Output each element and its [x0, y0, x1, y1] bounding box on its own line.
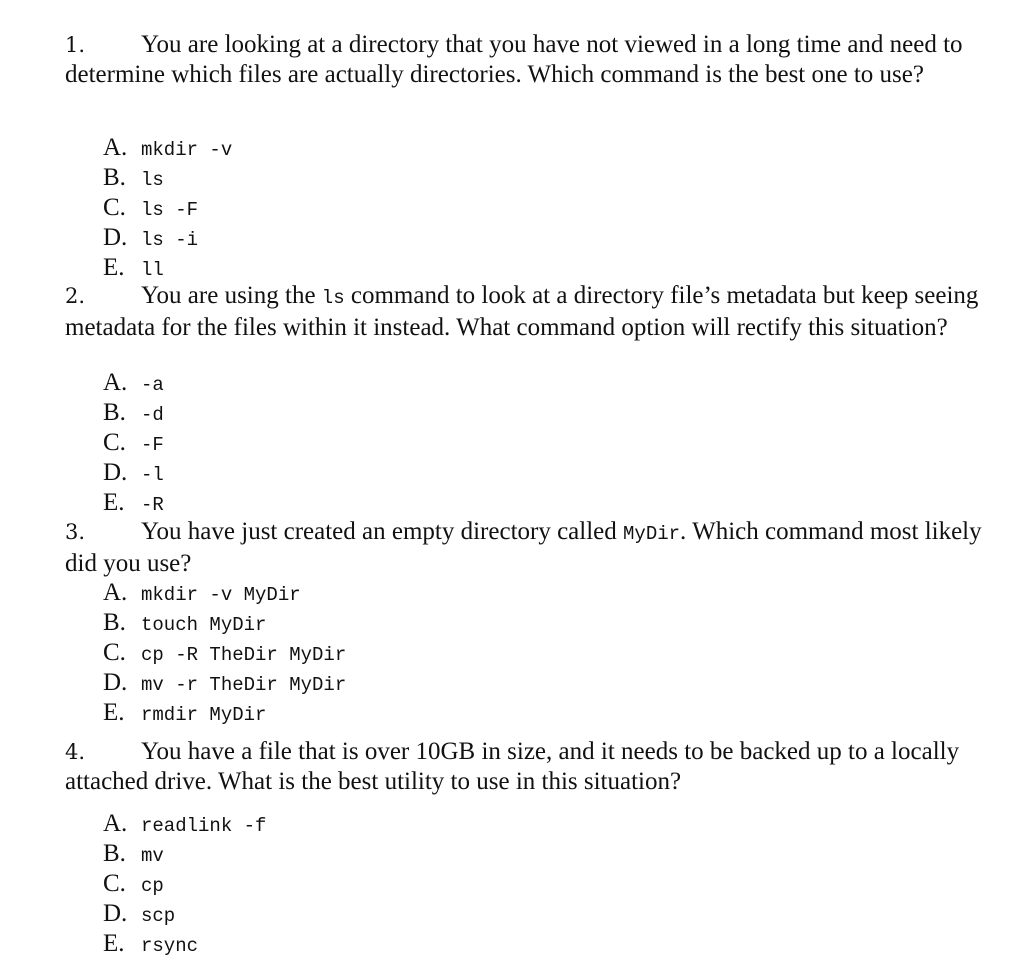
option-code: mv -r TheDir MyDir — [141, 674, 347, 696]
question-2-prompt-end: command to look at a directory file’s metadata but keep seeing metadata for the files within it instead. What command option will rectify this situation? — [65, 282, 979, 341]
option-2c[interactable] — [103, 428, 164, 458]
question-2-prompt-start: You are using the — [141, 282, 322, 309]
option-code: -F — [141, 434, 164, 456]
option-code: ls -i — [141, 229, 199, 251]
question-2 — [65, 281, 985, 342]
option-letter: E. — [103, 489, 125, 516]
option-code: scp — [141, 905, 176, 927]
option-code: -l — [141, 464, 164, 486]
question-3-inline-code: MyDir — [623, 523, 681, 545]
question-2-number: 2. — [65, 284, 86, 308]
option-1d[interactable] — [103, 223, 232, 253]
option-code: readlink -f — [141, 815, 267, 837]
option-letter: A. — [103, 579, 128, 606]
option-letter: E. — [103, 699, 125, 726]
question-1-number: 1. — [65, 33, 86, 57]
option-letter: A. — [103, 810, 128, 837]
option-2b[interactable] — [103, 398, 164, 428]
option-letter: C. — [103, 429, 126, 456]
option-1e[interactable] — [103, 253, 232, 283]
question-2-text — [65, 281, 985, 342]
option-4d[interactable] — [103, 899, 266, 929]
option-1b[interactable] — [103, 163, 232, 193]
option-code: rsync — [141, 935, 199, 957]
option-2e[interactable] — [103, 488, 164, 518]
option-code: ll — [141, 259, 164, 281]
option-2d[interactable] — [103, 458, 164, 488]
option-letter: E. — [103, 254, 125, 281]
option-3d[interactable] — [103, 668, 346, 698]
option-letter: C. — [103, 194, 126, 221]
option-code: cp -R TheDir MyDir — [141, 644, 347, 666]
option-1a[interactable] — [103, 133, 232, 163]
option-2a[interactable] — [103, 368, 164, 398]
option-code: rmdir MyDir — [141, 704, 267, 726]
option-letter: B. — [103, 840, 126, 867]
option-letter: B. — [103, 609, 126, 636]
option-letter: A. — [103, 134, 128, 161]
question-4-options — [103, 809, 266, 959]
question-3 — [65, 517, 985, 578]
question-1-text — [65, 30, 985, 89]
option-3b[interactable] — [103, 608, 346, 638]
option-letter: B. — [103, 164, 126, 191]
option-code: cp — [141, 875, 164, 897]
option-4e[interactable] — [103, 929, 266, 959]
question-4 — [65, 737, 985, 796]
question-4-prompt: You have a file that is over 10GB in size, and it needs to be backed up to a locally attached drive. What is the best utility to use in this situation? — [65, 738, 960, 795]
option-4c[interactable] — [103, 869, 266, 899]
option-4b[interactable] — [103, 839, 266, 869]
question-3-prompt-end: . Which command most likely did you use? — [65, 518, 982, 577]
option-letter: C. — [103, 870, 126, 897]
option-letter: D. — [103, 459, 128, 486]
option-code: -R — [141, 494, 164, 516]
option-letter: C. — [103, 639, 126, 666]
option-letter: D. — [103, 900, 128, 927]
question-3-text — [65, 517, 985, 578]
option-4a[interactable] — [103, 809, 266, 839]
option-letter: A. — [103, 369, 128, 396]
question-3-options — [103, 578, 346, 728]
question-2-options — [103, 368, 164, 518]
question-4-text — [65, 737, 985, 796]
option-letter: D. — [103, 669, 128, 696]
option-1c[interactable] — [103, 193, 232, 223]
option-code: mv — [141, 845, 164, 867]
question-3-number: 3. — [65, 520, 86, 544]
option-code: mkdir -v MyDir — [141, 584, 301, 606]
option-code: -d — [141, 404, 164, 426]
option-3e[interactable] — [103, 698, 346, 728]
question-1-options — [103, 133, 232, 283]
question-1-prompt: You are looking at a directory that you have not viewed in a long time and need to determine which files are actually directories. Which command is the best one to use? — [65, 31, 963, 88]
option-code: touch MyDir — [141, 614, 267, 636]
question-2-inline-code: ls — [321, 287, 345, 309]
question-4-number: 4. — [65, 740, 86, 764]
option-code: mkdir -v — [141, 139, 233, 161]
option-3c[interactable] — [103, 638, 346, 668]
option-letter: E. — [103, 930, 125, 957]
question-1 — [65, 30, 985, 89]
option-letter: D. — [103, 224, 128, 251]
option-code: ls -F — [141, 199, 199, 221]
option-letter: B. — [103, 399, 126, 426]
option-code: -a — [141, 374, 164, 396]
question-3-prompt-start: You have just created an empty directory called — [141, 518, 624, 545]
option-code: ls — [141, 169, 164, 191]
option-3a[interactable] — [103, 578, 346, 608]
